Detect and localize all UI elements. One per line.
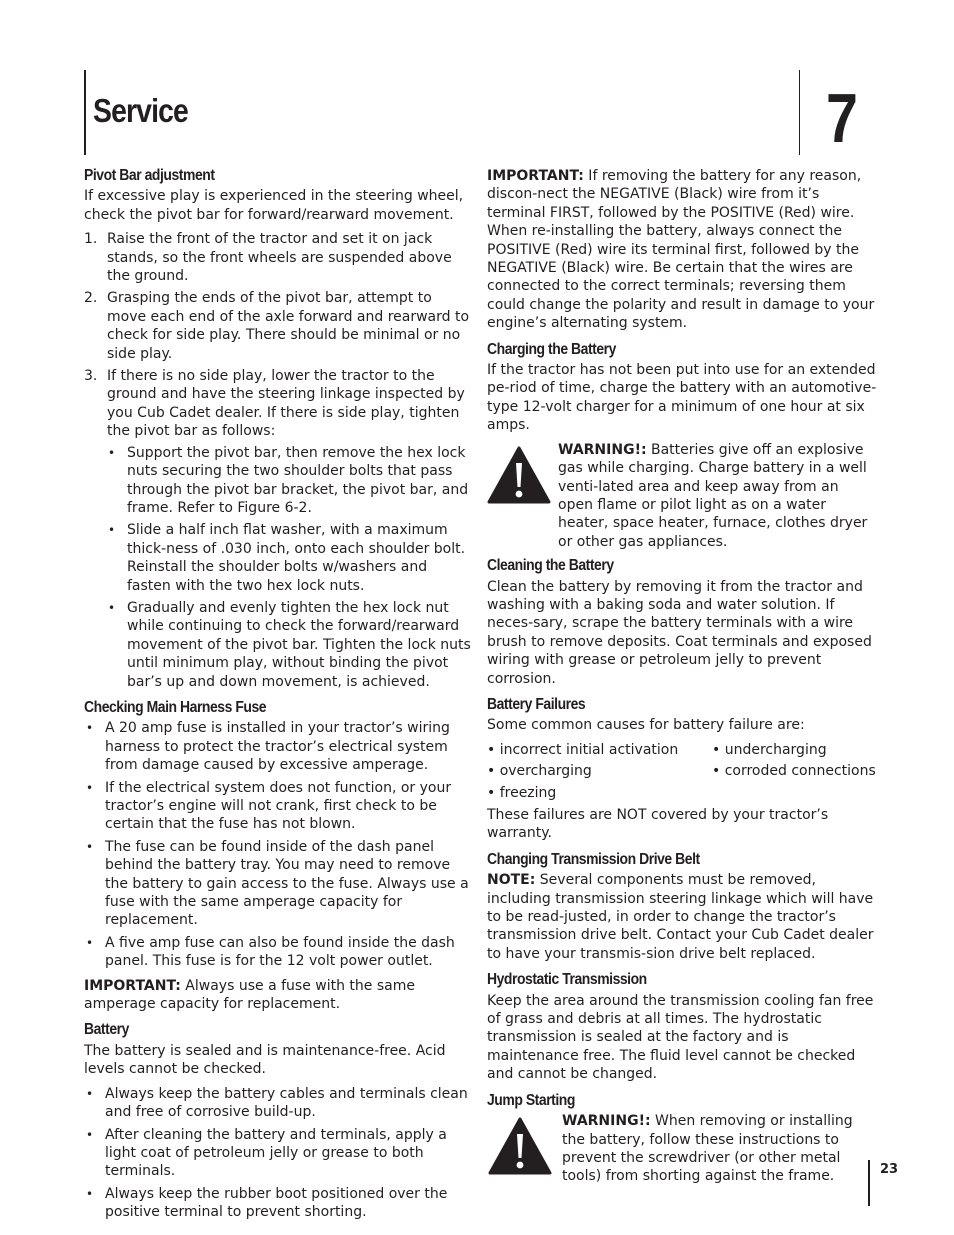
bullet-list — [84, 1085, 474, 1222]
note-label: NOTE: — [487, 872, 536, 889]
important-label: IMPORTANT: — [84, 977, 181, 994]
cause-item: • freezing — [487, 784, 557, 801]
important-text: If removing the battery for any reason, discon-nect the NEGATIVE (Black) wire from it’s terminal FIRST, followed by the POSITIVE (Red) wire. When re-installing the battery, always connect the POSITIVE (Red) wire its terminal first, followed by the NEGATIVE (Black) wire. Be certain that the wires are connected to the correct terminals; reversing them could change the polarity and result in damage to your engine’s alternating system. — [487, 168, 875, 332]
numbered-list — [84, 230, 474, 691]
warning-triangle-icon — [487, 1116, 553, 1176]
paragraph: If the tractor has not been put into use for an extended pe-riod of time, charge the battery with an automotive-type 12-volt charger for a minimum of one hour at six amps. — [487, 362, 877, 434]
list-item: • Support the pivot bar, then remove the hex lock nuts securing the two shoulder bolts that pass through the pivot bar bracket, the pivot bar, and frame. Refer to Figure 6-2. — [107, 444, 474, 518]
paragraph: These failures are NOT covered by your tractor’s warranty. — [487, 807, 829, 842]
list-item: • Always keep the rubber boot positioned over the positive terminal to prevent shorting. — [84, 1185, 474, 1222]
step-number: 3. — [84, 368, 98, 385]
note-text: Several components must be removed, including transmission steering linkage which will have to be read-justed, in order to change the tractor’s transmission drive belt. Contact your Cub Cadet dealer to have your transmis-sion drive belt replaced. — [487, 872, 874, 962]
important-note — [84, 977, 474, 1014]
list-item — [84, 367, 474, 691]
left-column — [84, 167, 474, 1228]
paragraph: Clean the battery by removing it from the tractor and washing with a baking soda and water solution. If neces-sary, scrape the battery terminals with a wire brush to remove deposits. Coat terminals and exposed wiring with grease or petroleum jelly to prevent corrosion. — [487, 578, 872, 687]
list-item: • A 20 amp fuse is installed in your tractor’s wiring harness to protect the tractor’s electrical system from damage caused by excessive amperage. — [84, 719, 474, 774]
step-text: Grasping the ends of the pivot bar, attempt to move each end of the axle forward and rearward to check for side play. There should be minimal or no side play. — [107, 290, 470, 362]
step-text: If there is no side play, lower the tractor to the ground and have the steering linkage inspected by you Cub Cadet dealer. If there is side play, tighten the pivot bar as follows: — [107, 368, 465, 440]
page-number-rule — [868, 1160, 870, 1206]
cause-item: • corroded connections — [712, 763, 876, 780]
failure-causes — [487, 741, 877, 802]
warning-label: WARNING!: — [562, 1113, 651, 1130]
paragraph: Keep the area around the transmission cooling fan free of grass and debris at all times. The hydrostatic transmission is sealed at the factory and is maintenance free. The fluid level cannot be checked and cannot be changed. — [487, 992, 874, 1083]
list-item: • If the electrical system does not function, or your tractor’s engine will not crank, first check to be certain that the fuse has not blown. — [84, 779, 474, 834]
section-heading: Cleaning the Battery — [487, 557, 614, 575]
page-number: 23 — [880, 1162, 899, 1177]
section-heading: Jump Starting — [487, 1091, 575, 1109]
warning-text: When removing or installing the battery, follow these instructions to prevent the screwdriver (or other metal tools) from shorting against the frame. — [562, 1113, 853, 1185]
section-heading: Changing Transmission Drive Belt — [487, 850, 700, 868]
chapter-rule — [799, 70, 800, 155]
list-item — [84, 230, 474, 285]
warning-block — [487, 441, 877, 551]
paragraph: Some common causes for battery failure are: — [487, 717, 805, 734]
list-item: • A five amp fuse can also be found inside the dash panel. This fuse is for the 12 volt power outlet. — [84, 934, 474, 971]
list-item: • Always keep the battery cables and terminals clean and free of corrosive build-up. — [84, 1085, 474, 1122]
list-item: • The fuse can be found inside of the dash panel behind the battery tray. You may need to remove the battery to gain access to the fuse. Always use a fuse with the same amperage capacity for replacement. — [84, 838, 474, 930]
cause-item: • incorrect initial activation — [487, 741, 679, 758]
step-number: 2. — [84, 290, 98, 307]
important-note — [487, 167, 877, 333]
cause-item: • undercharging — [712, 741, 827, 758]
title-rule — [84, 70, 86, 155]
list-item: • Gradually and evenly tighten the hex lock nut while continuing to check the forward/rearward movement of the pivot bar. Tighten the lock nuts until minimum play, without binding the pivot bar’s up and down movement, is achieved. — [107, 599, 474, 691]
sub-list — [107, 444, 474, 691]
bullet-list — [84, 719, 474, 970]
chapter-number: 7 — [826, 79, 858, 157]
list-item: • Slide a half inch flat washer, with a maximum thick-ness of .030 inch, onto each shoulder bolt. Reinstall the shoulder bolts w/washers and fasten with the two hex lock nuts. — [107, 521, 474, 595]
list-item: • After cleaning the battery and terminals, apply a light coat of petroleum jelly or grease to both terminals. — [84, 1126, 474, 1181]
important-text: Always use a fuse with the same amperage capacity for replacement. — [84, 977, 415, 1013]
section-heading: Charging the Battery — [487, 340, 616, 358]
warning-text: Batteries give off an explosive gas while charging. Charge battery in a well venti-lated area and keep away from an open flame or pilot light as on a water heater, space heater, furnace, clothes dryer or other gas appliances. — [558, 441, 868, 550]
step-number: 1. — [84, 231, 98, 248]
cause-item: • overcharging — [487, 763, 592, 780]
section-heading: Checking Main Harness Fuse — [84, 698, 267, 716]
note — [487, 871, 877, 963]
chapter-title: Service — [93, 92, 188, 129]
paragraph: If excessive play is experienced in the steering wheel, check the pivot bar for forward/rearward movement. — [84, 188, 464, 223]
section-heading: Hydrostatic Transmission — [487, 971, 647, 989]
warning-label: WARNING!: — [558, 441, 647, 458]
step-text: Raise the front of the tractor and set it on jack stands, so the front wheels are suspended above the ground. — [107, 231, 452, 285]
list-item — [84, 289, 474, 363]
warning-triangle-icon — [487, 445, 551, 505]
warning-block — [487, 1112, 877, 1186]
section-heading: Battery Failures — [487, 695, 586, 713]
section-heading: Battery — [84, 1021, 129, 1039]
section-heading: Pivot Bar adjustment — [84, 167, 215, 184]
important-label: IMPORTANT: — [487, 168, 584, 184]
paragraph: The battery is sealed and is maintenance-free. Acid levels cannot be checked. — [84, 1042, 446, 1078]
right-column — [487, 167, 877, 1192]
